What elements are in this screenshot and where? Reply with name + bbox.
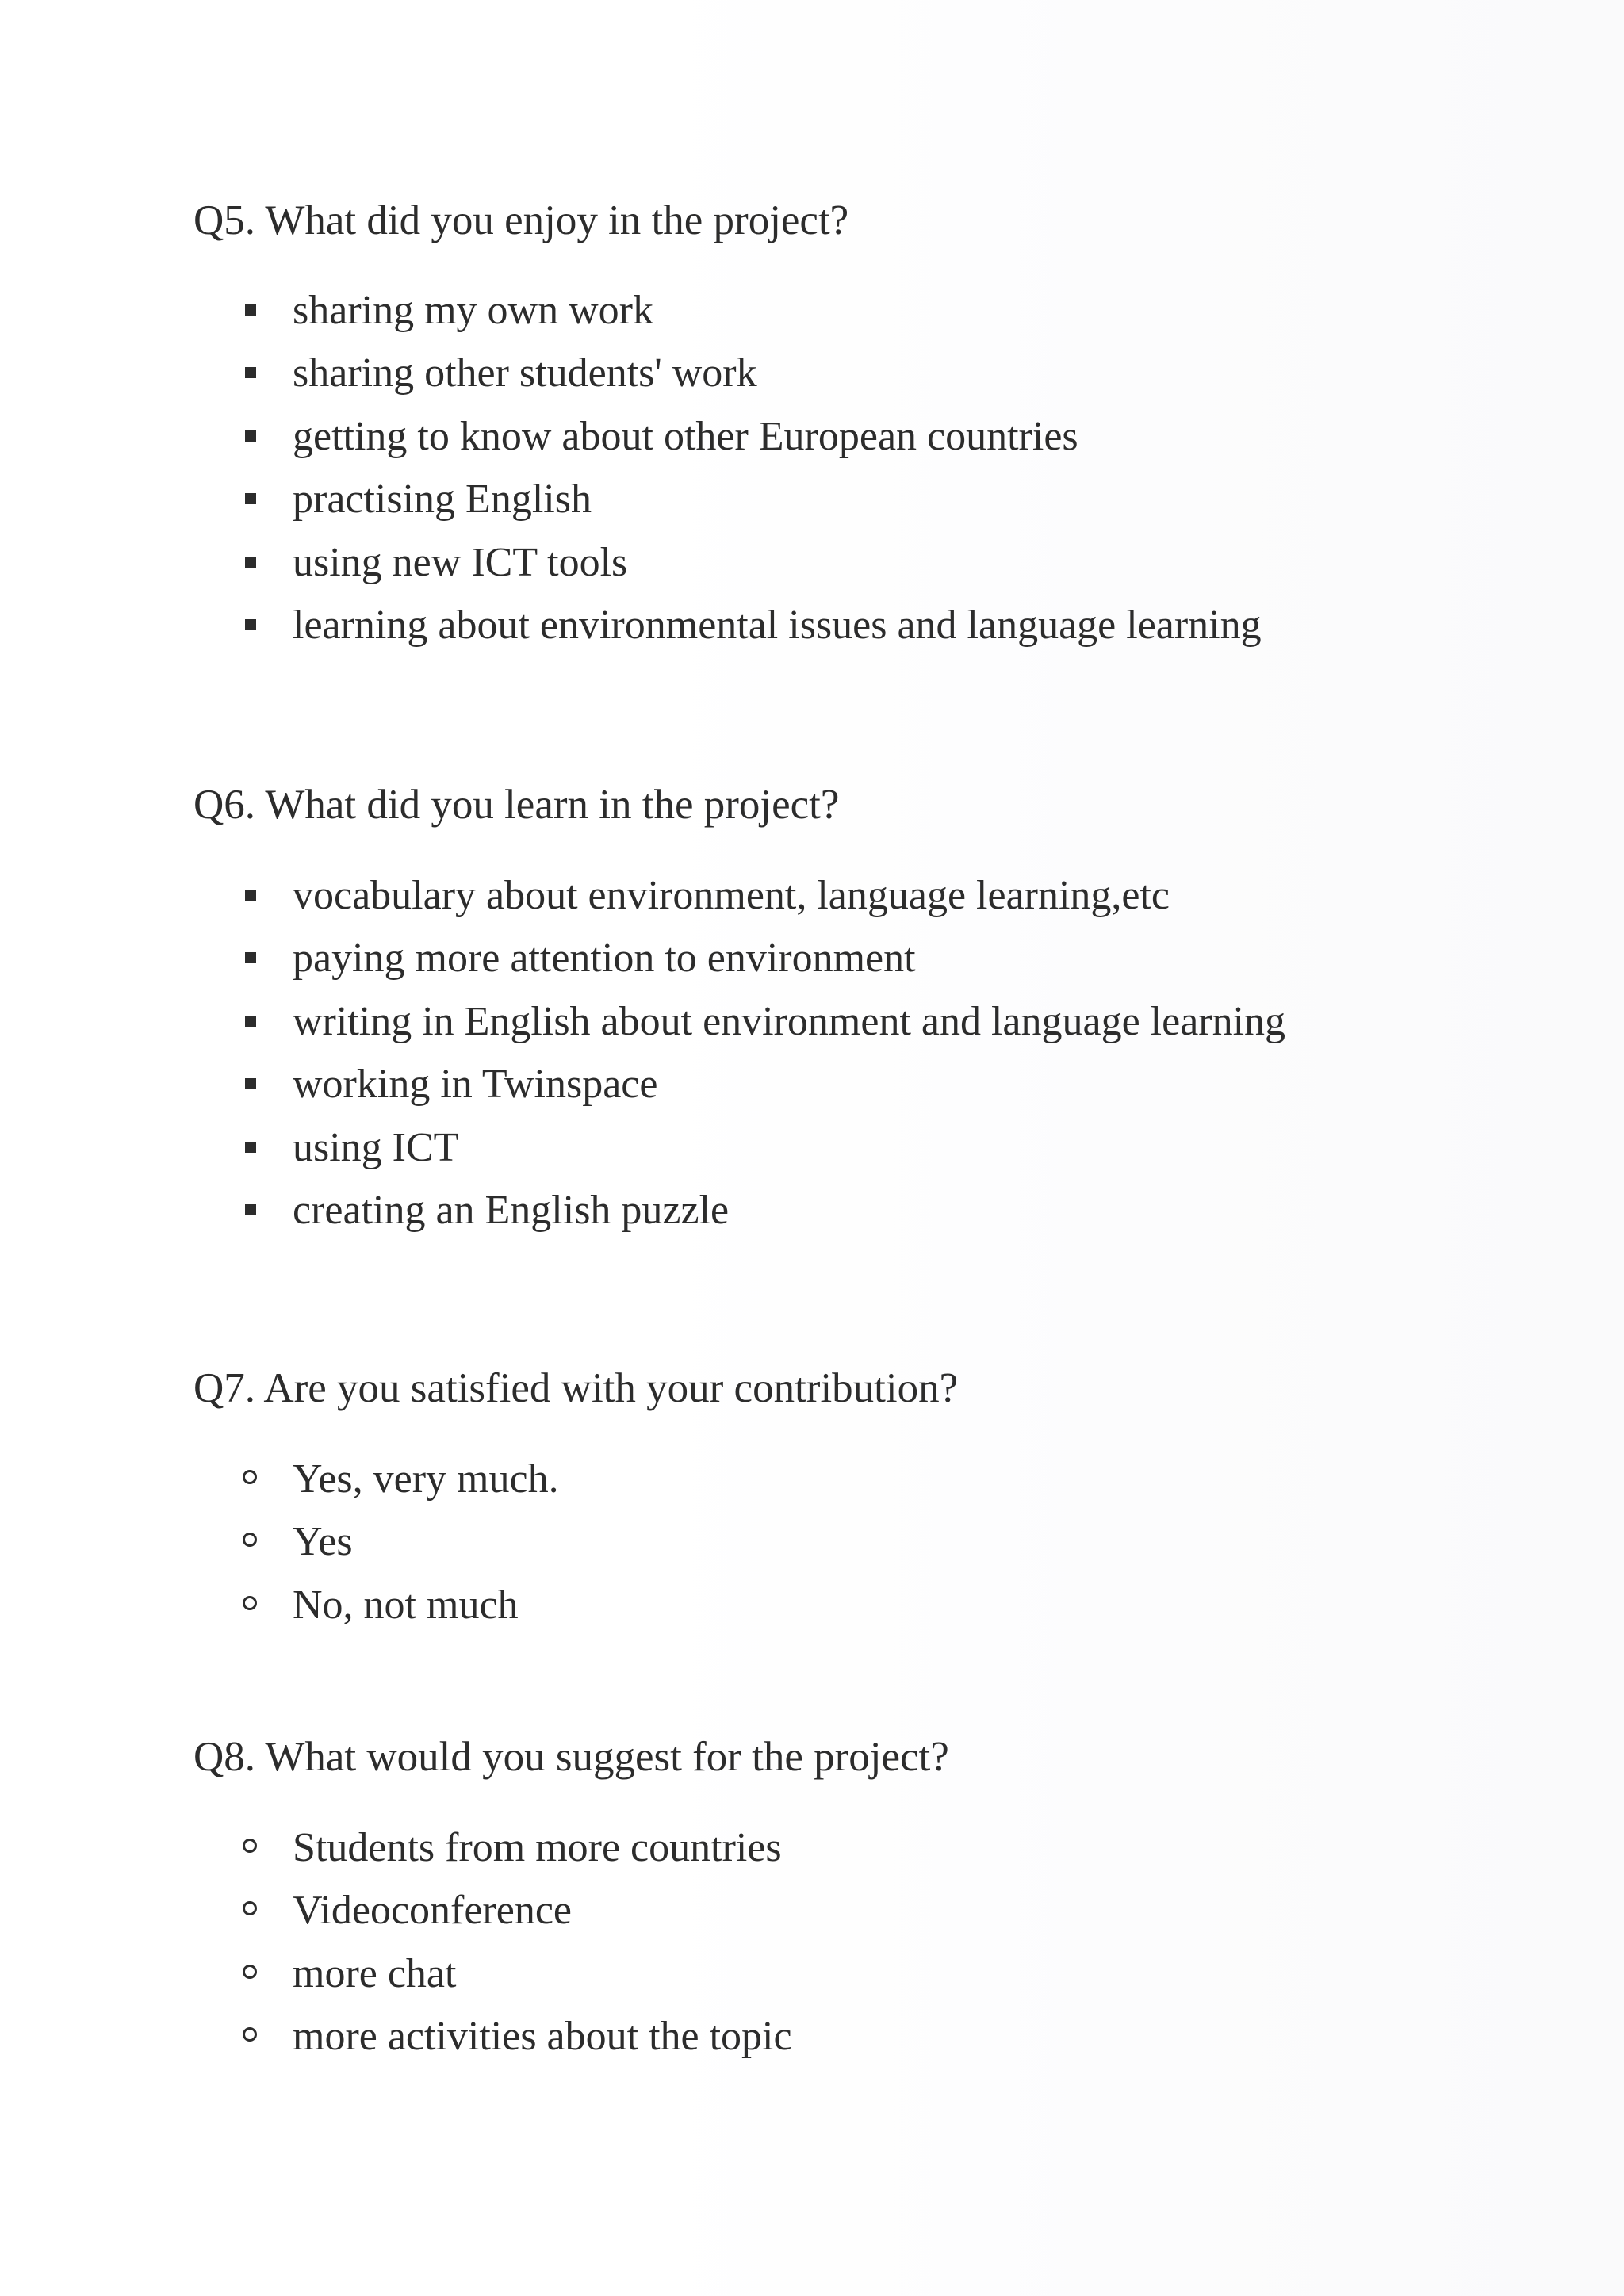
list-item (193, 1879, 792, 1942)
question-5-answer-list (193, 279, 1262, 656)
square-bullet-icon (245, 1204, 256, 1215)
list-item (193, 1942, 792, 2005)
square-bullet-icon (245, 557, 256, 568)
question-7-heading: Q7. Are you satisfied with your contribution? (193, 1365, 959, 1411)
list-item (193, 1179, 1285, 1242)
circle-bullet-icon (243, 1901, 257, 1915)
square-bullet-icon (245, 890, 256, 901)
answer-text: using ICT (293, 1124, 459, 1170)
list-item (193, 1816, 792, 1879)
answer-text: paying more attention to environment (293, 936, 916, 982)
list-item (193, 1510, 559, 1573)
answer-text: more activities about the topic (293, 2014, 792, 2060)
square-bullet-icon (245, 430, 256, 442)
list-item (193, 594, 1262, 656)
question-6-answer-list (193, 864, 1285, 1242)
answer-text: Students from more countries (293, 1825, 782, 1870)
answer-text: Yes (293, 1519, 353, 1565)
answer-text: sharing other students' work (293, 350, 757, 396)
list-item (193, 990, 1285, 1053)
answer-text: writing in English about environment and language learning (293, 998, 1286, 1044)
answer-text: Videoconference (293, 1888, 572, 1934)
list-item (193, 342, 1262, 404)
square-bullet-icon (245, 1078, 256, 1089)
question-5-heading: Q5. What did you enjoy in the project? (193, 197, 849, 243)
answer-text: more chat (293, 1950, 457, 1996)
answer-text: No, not much (293, 1582, 519, 1628)
answer-text: creating an English puzzle (293, 1187, 730, 1233)
answer-text: getting to know about other European countries (293, 413, 1078, 459)
list-item (193, 864, 1285, 927)
question-8-heading: Q8. What would you suggest for the project? (193, 1734, 949, 1780)
square-bullet-icon (245, 1016, 256, 1027)
question-7-answer-list (193, 1448, 559, 1636)
circle-bullet-icon (243, 1965, 257, 1979)
question-6-heading: Q6. What did you learn in the project? (193, 782, 840, 828)
circle-bullet-icon (243, 1596, 257, 1610)
circle-bullet-icon (243, 1470, 257, 1484)
square-bullet-icon (245, 1142, 256, 1153)
answer-text: sharing my own work (293, 288, 653, 333)
answer-text: learning about environmental issues and language learning (293, 602, 1262, 648)
square-bullet-icon (245, 493, 256, 504)
list-item (193, 1574, 559, 1636)
circle-bullet-icon (243, 1533, 257, 1547)
list-item (193, 279, 1262, 342)
list-item (193, 468, 1262, 530)
list-item (193, 1116, 1285, 1179)
list-item (193, 1448, 559, 1510)
answer-text: practising English (293, 476, 592, 522)
list-item (193, 927, 1285, 989)
answer-text: using new ICT tools (293, 539, 628, 585)
list-item (193, 1053, 1285, 1115)
list-item (193, 2005, 792, 2068)
square-bullet-icon (245, 952, 256, 963)
square-bullet-icon (245, 619, 256, 630)
answer-text: Yes, very much. (293, 1456, 559, 1502)
square-bullet-icon (245, 304, 256, 316)
circle-bullet-icon (243, 2027, 257, 2042)
list-item (193, 531, 1262, 594)
answer-text: working in Twinspace (293, 1062, 658, 1108)
question-8-answer-list (193, 1816, 792, 2068)
square-bullet-icon (245, 367, 256, 378)
list-item (193, 405, 1262, 468)
answer-text: vocabulary about environment, language learning,etc (293, 873, 1170, 918)
circle-bullet-icon (243, 1839, 257, 1853)
